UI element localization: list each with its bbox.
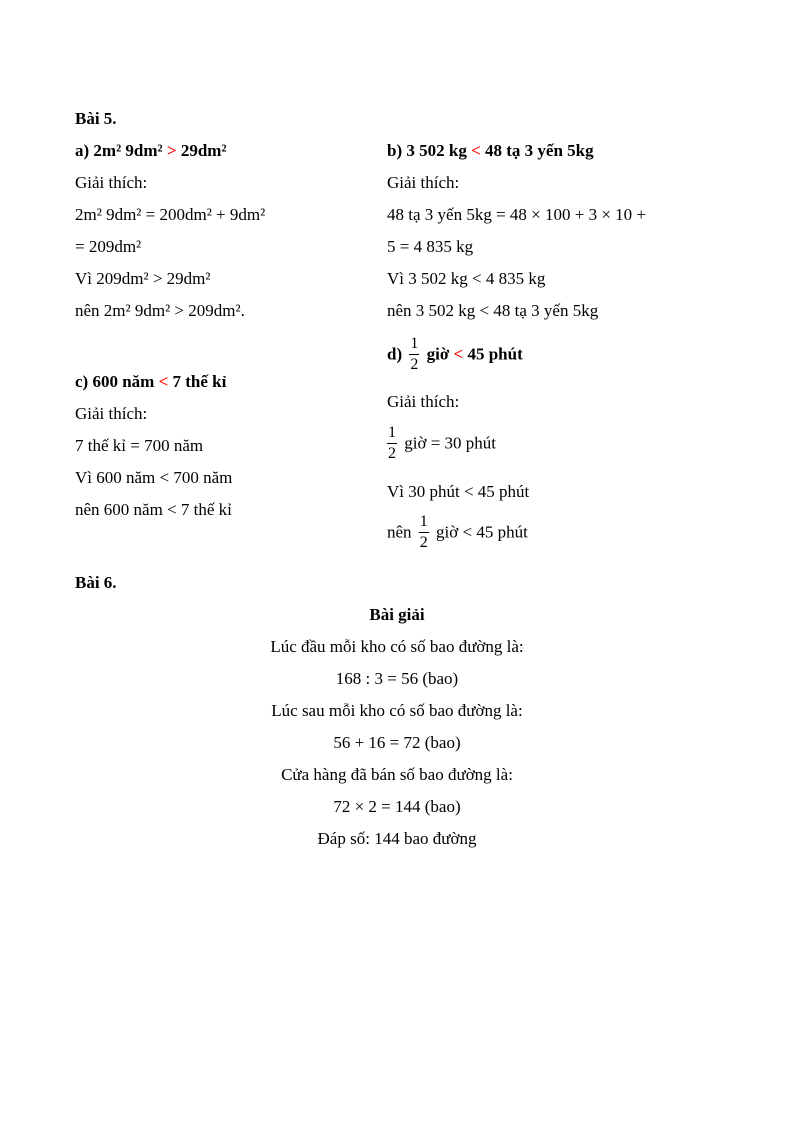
solution-line: Lúc đầu mỗi kho có số bao đường là: [270,637,524,656]
part-d-heading [387,336,523,373]
solution-line: Lúc sau mỗi kho có số bao đường là: [271,701,523,720]
part-d-line-1-text: giờ = 30 phút [400,433,497,453]
part-b-heading [387,141,594,161]
part-a-line: nên 2m² 9dm² > 209dm². [75,301,245,320]
part-d-line-3-prefix: nên [387,522,412,542]
part-b-right: 48 tạ 3 yến 5kg [480,141,594,160]
part-a-left: a) 2m² 9dm² [75,141,167,160]
exercise-5-title: Bài 5. [75,109,117,128]
part-c-sign: < [158,372,169,391]
fraction-denominator: 2 [410,356,419,373]
part-d-line-3-text: giờ < 45 phút [431,522,528,542]
solution-line: Cửa hàng đã bán số bao đường là: [281,765,513,784]
fraction-one-half [387,425,397,462]
part-a-line: Vì 209dm² > 29dm² [75,269,211,288]
part-a-line: 2m² 9dm² = 200dm² + 9dm² [75,205,266,224]
part-d-explain: Giải thích: [387,392,460,411]
part-d-line-3 [387,514,528,551]
part-d-line-2: Vì 30 phút < 45 phút [387,482,530,501]
fraction-denominator: 2 [388,445,396,462]
part-a-right: 29dm² [176,141,227,160]
fraction-one-half [409,336,419,373]
part-b-line: 5 = 4 835 kg [387,237,474,256]
part-b-line: Giải thích: [387,173,460,192]
solution-line: 168 : 3 = 56 (bao) [335,669,459,688]
solution-answer: Đáp số: 144 bao đường [317,829,477,848]
exercise-6-title: Bài 6. [75,573,117,592]
part-c-line: Giải thích: [75,404,148,423]
part-a-sign: > [166,141,177,160]
part-b-left: b) 3 502 kg [387,141,472,160]
part-a-heading [75,141,227,161]
solution-title: Bài giải [369,605,425,624]
part-d-line-1 [387,425,496,462]
part-c-line: Vì 600 năm < 700 năm [75,468,233,487]
part-b-sign: < [471,141,481,160]
part-c-line: nên 600 năm < 7 thế kỉ [75,500,232,519]
solution-line: 72 × 2 = 144 (bao) [333,797,461,816]
part-c-left: c) 600 năm [75,372,159,391]
part-c-line: 7 thế kỉ = 700 năm [75,436,204,455]
fraction-denominator: 2 [419,534,428,551]
solution-line: 56 + 16 = 72 (bao) [333,733,461,752]
part-b-line: nên 3 502 kg < 48 tạ 3 yến 5kg [387,301,599,320]
part-d-sign: < [453,344,464,364]
part-d-prefix: d) [387,344,403,364]
part-c-right: 7 thế kỉ [168,372,227,391]
part-a-line: = 209dm² [75,237,142,256]
part-b-line: Vì 3 502 kg < 4 835 kg [387,269,546,288]
fraction-one-half [419,514,429,551]
fraction-numerator: 1 [419,513,428,530]
part-b-line: 48 tạ 3 yến 5kg = 48 × 100 + 3 × 10 + [387,205,647,224]
part-d-right: 45 phút [463,344,523,364]
part-c-heading [75,372,226,392]
part-d-unit: giờ [422,344,454,364]
fraction-numerator: 1 [388,424,396,441]
part-a-line: Giải thích: [75,173,148,192]
fraction-numerator: 1 [410,335,419,352]
